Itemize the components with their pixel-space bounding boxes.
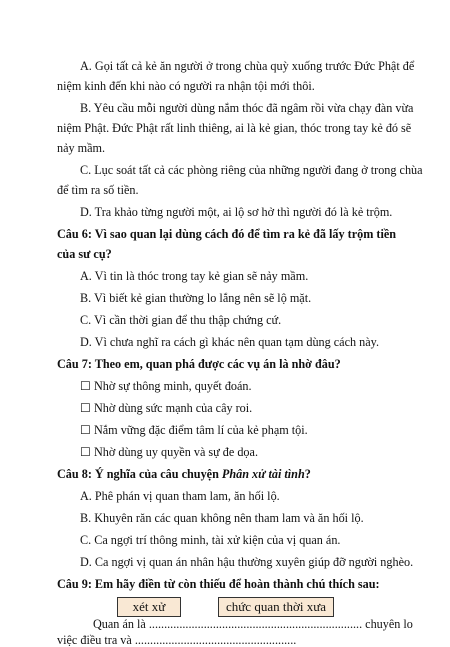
q5-option-b-line3: nảy mầm. [57,141,106,155]
q5-option-b-line2: niệm Phật. Đức Phật rất linh thiêng, ai là kẻ gian, thóc trong tay kẻ đó sẽ [57,121,412,135]
q7-title: Câu 7: Theo em, quan phá được các vụ án là nhờ đâu? [57,357,341,371]
q5-option-a-line2: niệm kinh đến khi nào có người ra nhận tội mới thôi. [57,79,315,93]
q5-option-b-line1: B. Yêu cầu mỗi người dùng nắm thóc đã ngâm rồi vừa chạy đàn vừa [80,101,414,115]
q8-title [57,467,311,481]
q8-option-a: A. Phê phán vị quan tham lam, ăn hối lộ. [80,489,280,503]
q8-title-prefix: Câu 8: Ý nghĩa của câu chuyện [57,467,222,481]
q7-option-4: ☐ Nhờ dùng uy quyền và sự đe dọa. [80,445,258,459]
q6-title-line1: Câu 6: Vì sao quan lại dùng cách đó để tìm ra kẻ đã lấy trộm tiền [57,227,397,241]
q6-option-a: A. Vì tin là thóc trong tay kẻ gian sẽ nảy mầm. [80,269,309,283]
q7-option-1: ☐ Nhờ sự thông minh, quyết đoán. [80,379,252,393]
q9-blank-1: ...................................................................... [148,617,363,631]
q8-option-c: C. Ca ngợi trí thông minh, tài xử kiện của vị quan án. [80,533,341,547]
q7-option-3: ☐ Nắm vững đặc điểm tâm lí của kẻ phạm tội. [80,423,308,437]
q5-option-c-line2: để tìm ra số tiền. [57,183,139,197]
q8-title-suffix: ? [304,467,311,481]
word-box-xet-xu: xét xử [117,597,181,617]
q7-option-2: ☐ Nhờ dùng sức mạnh của cây roi. [80,401,253,415]
q6-option-c: C. Vì cần thời gian để thu thập chứng cứ. [80,313,282,327]
q5-option-a-line1: A. Gọi tất cả kẻ ăn người ở trong chùa quỳ xuống trước Đức Phật để [80,59,415,73]
q9-fill-line2: việc điều tra và ..................................................... [57,633,297,647]
q6-title-line2: của sư cụ? [57,247,112,261]
q9-line1-end: chuyên lo [365,617,413,631]
q9-line1-start: Quan án là [93,617,146,631]
q8-option-d: D. Ca ngợi vị quan án nhân hậu thường xuyên giúp đỡ người nghèo. [80,555,414,569]
q9-title: Câu 9: Em hãy điền từ còn thiếu để hoàn thành chú thích sau: [57,577,380,591]
q9-fill-line1 [93,617,413,631]
q8-story-name: Phân xử tài tình [221,467,305,481]
q6-option-b: B. Vì biết kẻ gian thường lo lắng nên sẽ lộ mặt. [80,291,312,305]
q5-option-d: D. Tra khảo từng người một, ai lộ sơ hở thì người đó là kẻ trộm. [80,205,393,219]
q5-option-c-line1: C. Lục soát tất cả các phòng riêng của những người đang ở trong chùa [80,163,423,177]
word-box-chuc-quan: chức quan thời xưa [218,597,334,617]
q6-option-d: D. Vì chưa nghĩ ra cách gì khác nên quan tạm dùng cách này. [80,335,379,349]
q8-option-b: B. Khuyên răn các quan không nên tham lam và ăn hối lộ. [80,511,364,525]
